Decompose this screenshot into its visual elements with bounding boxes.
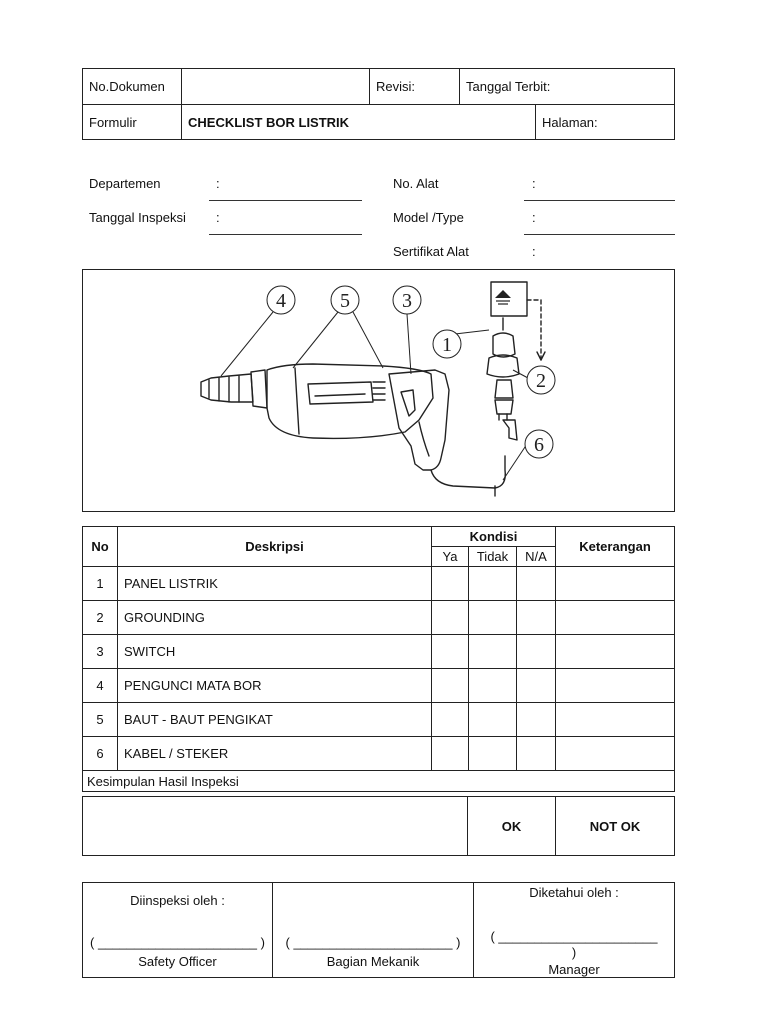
callout-1: 1 <box>442 334 452 356</box>
row-no: 3 <box>83 635 118 669</box>
col-kondisi-header: Kondisi <box>432 527 556 547</box>
formulir-label: Formulir <box>83 105 182 140</box>
keterangan-cell[interactable] <box>556 635 675 669</box>
model-type-field[interactable] <box>524 234 675 235</box>
ya-cell[interactable] <box>432 669 469 703</box>
sertifikat-alat-label: Sertifikat Alat <box>393 244 469 259</box>
callout-6: 6 <box>534 434 544 456</box>
row-desc: BAUT - BAUT PENGIKAT <box>118 703 432 737</box>
table-row <box>83 737 675 771</box>
callout-2: 2 <box>536 370 546 392</box>
table-row <box>83 635 675 669</box>
callout-5: 5 <box>340 290 350 312</box>
bagian-mekanik-label: Bagian Mekanik <box>326 954 420 969</box>
callout-3: 3 <box>402 290 412 312</box>
bagian-mekanik-cell <box>273 883 474 978</box>
table-row <box>83 669 675 703</box>
diketahui-cell <box>474 883 675 978</box>
manager-close-paren: ) <box>571 945 577 960</box>
row-no: 1 <box>83 567 118 601</box>
no-alat-field[interactable] <box>524 200 675 201</box>
table-row <box>83 567 675 601</box>
na-cell[interactable] <box>517 601 556 635</box>
halaman-label: Halaman: <box>536 105 675 140</box>
row-desc: SWITCH <box>118 635 432 669</box>
kesimpulan-table <box>82 796 675 856</box>
ya-cell[interactable] <box>432 601 469 635</box>
manager-signature-line[interactable]: ( ______________________ <box>490 929 658 944</box>
safety-officer-signature-line[interactable]: ( ______________________ ) <box>90 935 265 950</box>
kesimpulan-label: Kesimpulan Hasil Inspeksi <box>83 771 675 792</box>
col-keterangan-header: Keterangan <box>556 527 675 567</box>
keterangan-cell[interactable] <box>556 669 675 703</box>
na-cell[interactable] <box>517 567 556 601</box>
na-cell[interactable] <box>517 635 556 669</box>
tidak-cell[interactable] <box>469 703 517 737</box>
departemen-colon: : <box>216 176 220 191</box>
tidak-cell[interactable] <box>469 601 517 635</box>
na-cell[interactable] <box>517 737 556 771</box>
no-dokumen-value <box>182 69 370 105</box>
row-desc: PANEL LISTRIK <box>118 567 432 601</box>
tidak-cell[interactable] <box>469 669 517 703</box>
not-ok-option[interactable]: NOT OK <box>556 797 675 856</box>
tidak-cell[interactable] <box>469 635 517 669</box>
no-dokumen-label: No.Dokumen <box>83 69 182 105</box>
row-desc: PENGUNCI MATA BOR <box>118 669 432 703</box>
model-type-label: Model /Type <box>393 210 464 225</box>
departemen-label: Departemen <box>89 176 161 191</box>
ya-cell[interactable] <box>432 635 469 669</box>
departemen-field[interactable] <box>209 200 362 201</box>
na-cell[interactable] <box>517 703 556 737</box>
col-ya-header: Ya <box>432 547 469 567</box>
row-no: 6 <box>83 737 118 771</box>
no-alat-label: No. Alat <box>393 176 439 191</box>
table-row <box>83 703 675 737</box>
tidak-cell[interactable] <box>469 737 517 771</box>
row-no: 5 <box>83 703 118 737</box>
form-title: CHECKLIST BOR LISTRIK <box>182 105 536 140</box>
col-deskripsi-header: Deskripsi <box>118 527 432 567</box>
model-type-colon: : <box>532 210 536 225</box>
document-header-table <box>82 68 675 140</box>
row-no: 2 <box>83 601 118 635</box>
na-cell[interactable] <box>517 669 556 703</box>
checklist-table <box>82 526 675 792</box>
row-no: 4 <box>83 669 118 703</box>
row-desc: KABEL / STEKER <box>118 737 432 771</box>
drill-diagram <box>82 269 675 512</box>
tidak-cell[interactable] <box>469 567 517 601</box>
keterangan-cell[interactable] <box>556 737 675 771</box>
diinspeksi-label: Diinspeksi oleh : <box>130 893 225 908</box>
row-desc: GROUNDING <box>118 601 432 635</box>
diketahui-label: Diketahui oleh : <box>529 885 619 900</box>
no-alat-colon: : <box>532 176 536 191</box>
tanggal-inspeksi-colon: : <box>216 210 220 225</box>
kesimpulan-notes-cell[interactable] <box>83 797 468 856</box>
sertifikat-alat-colon: : <box>532 244 536 259</box>
col-tidak-header: Tidak <box>469 547 517 567</box>
tanggal-terbit-label: Tanggal Terbit: <box>460 69 675 105</box>
callout-4: 4 <box>276 290 286 312</box>
tanggal-inspeksi-label: Tanggal Inspeksi <box>89 210 186 225</box>
keterangan-cell[interactable] <box>556 567 675 601</box>
table-row <box>83 601 675 635</box>
ok-option[interactable]: OK <box>468 797 556 856</box>
col-na-header: N/A <box>517 547 556 567</box>
safety-officer-label: Safety Officer <box>138 954 217 969</box>
col-no-header: No <box>83 527 118 567</box>
revisi-label: Revisi: <box>370 69 460 105</box>
electric-drill-illustration <box>83 270 674 511</box>
ya-cell[interactable] <box>432 703 469 737</box>
ya-cell[interactable] <box>432 737 469 771</box>
keterangan-cell[interactable] <box>556 601 675 635</box>
signature-table <box>82 882 675 978</box>
ya-cell[interactable] <box>432 567 469 601</box>
diinspeksi-cell <box>83 883 273 978</box>
keterangan-cell[interactable] <box>556 703 675 737</box>
manager-label: Manager <box>548 962 600 977</box>
tanggal-inspeksi-field[interactable] <box>209 234 362 235</box>
bagian-mekanik-signature-line[interactable]: ( ______________________ ) <box>285 935 461 950</box>
